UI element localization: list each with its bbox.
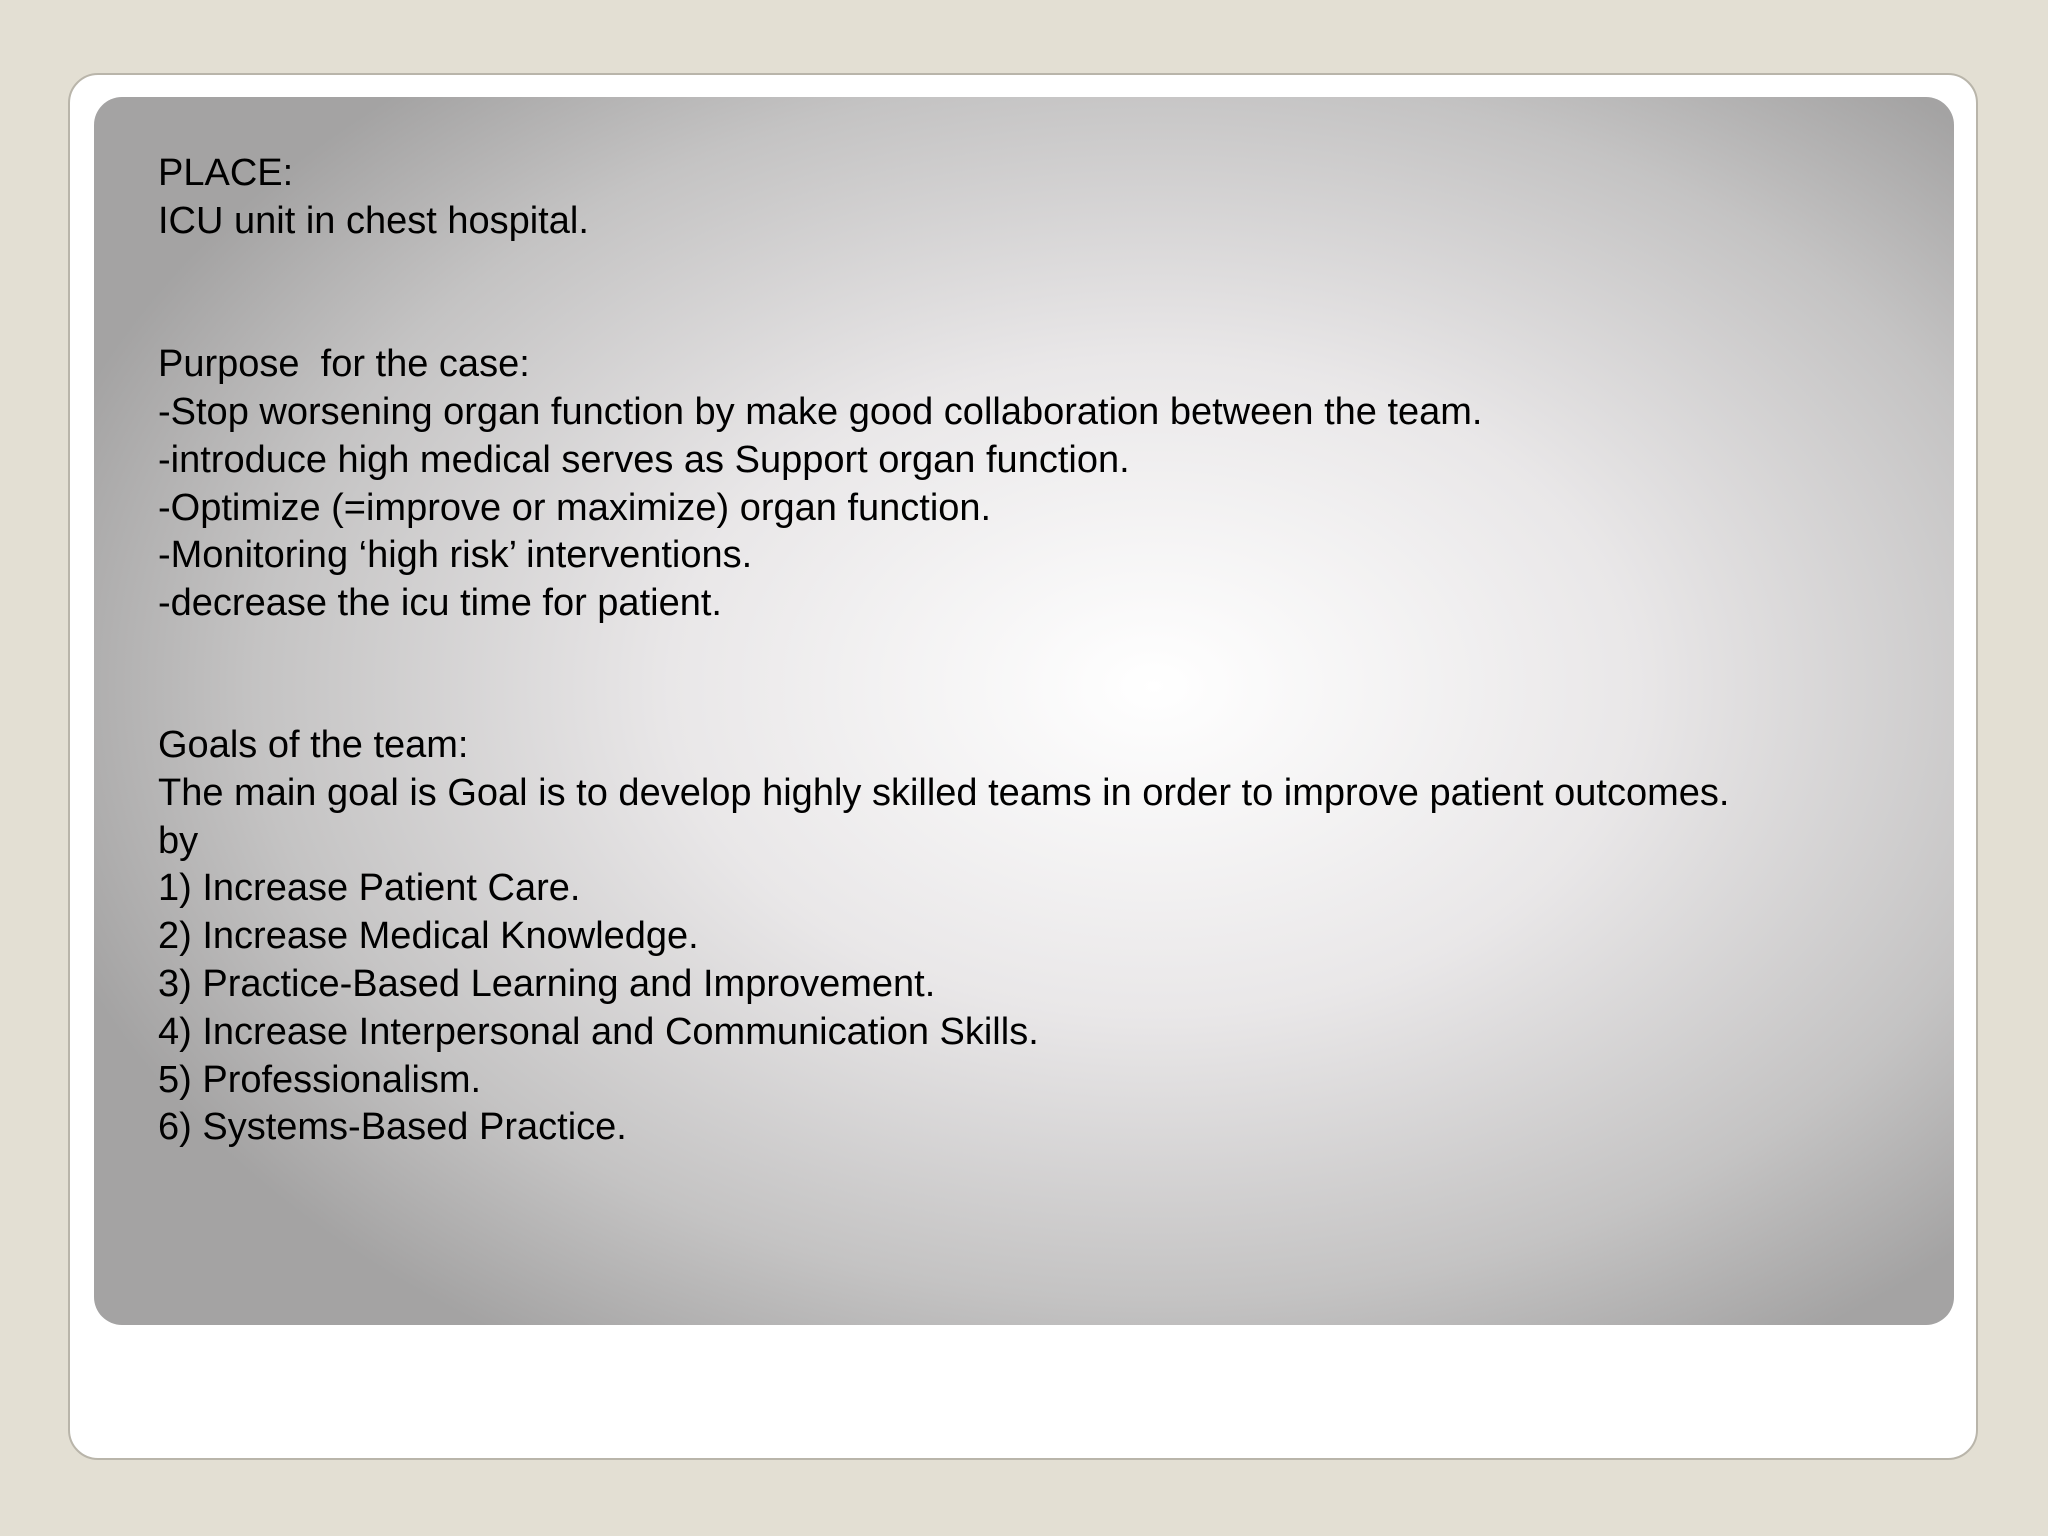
purpose-item: -Stop worsening organ function by make good collaboration between the team. <box>158 390 1483 433</box>
goals-item: 4) Increase Interpersonal and Communication Skills. <box>158 1010 1039 1053</box>
purpose-item: -Optimize (=improve or maximize) organ function. <box>158 486 992 529</box>
goals-heading: Goals of the team: <box>158 723 469 766</box>
goals-item: 1) Increase Patient Care. <box>158 867 581 910</box>
purpose-item: -decrease the icu time for patient. <box>158 582 722 625</box>
spacer <box>158 246 1918 342</box>
goals-item: 6) Systems-Based Practice. <box>158 1106 627 1149</box>
purpose-item: -introduce high medical serves as Support organ function. <box>158 438 1130 481</box>
purpose-item: -Monitoring ‘high risk’ interventions. <box>158 534 753 577</box>
goals-item: 3) Practice-Based Learning and Improvement. <box>158 962 936 1005</box>
place-text: ICU unit in chest hospital. <box>158 199 589 242</box>
spacer <box>158 628 1918 722</box>
slide-text-block <box>158 150 1918 1152</box>
goals-intro: The main goal is Goal is to develop highly skilled teams in order to improve patient outcomes. <box>158 771 1730 814</box>
goals-item: 2) Increase Medical Knowledge. <box>158 915 699 958</box>
place-heading: PLACE: <box>158 152 294 194</box>
goals-item: 5) Professionalism. <box>158 1058 482 1101</box>
goals-by: by <box>158 819 199 862</box>
purpose-heading: Purpose for the case: <box>158 343 530 386</box>
